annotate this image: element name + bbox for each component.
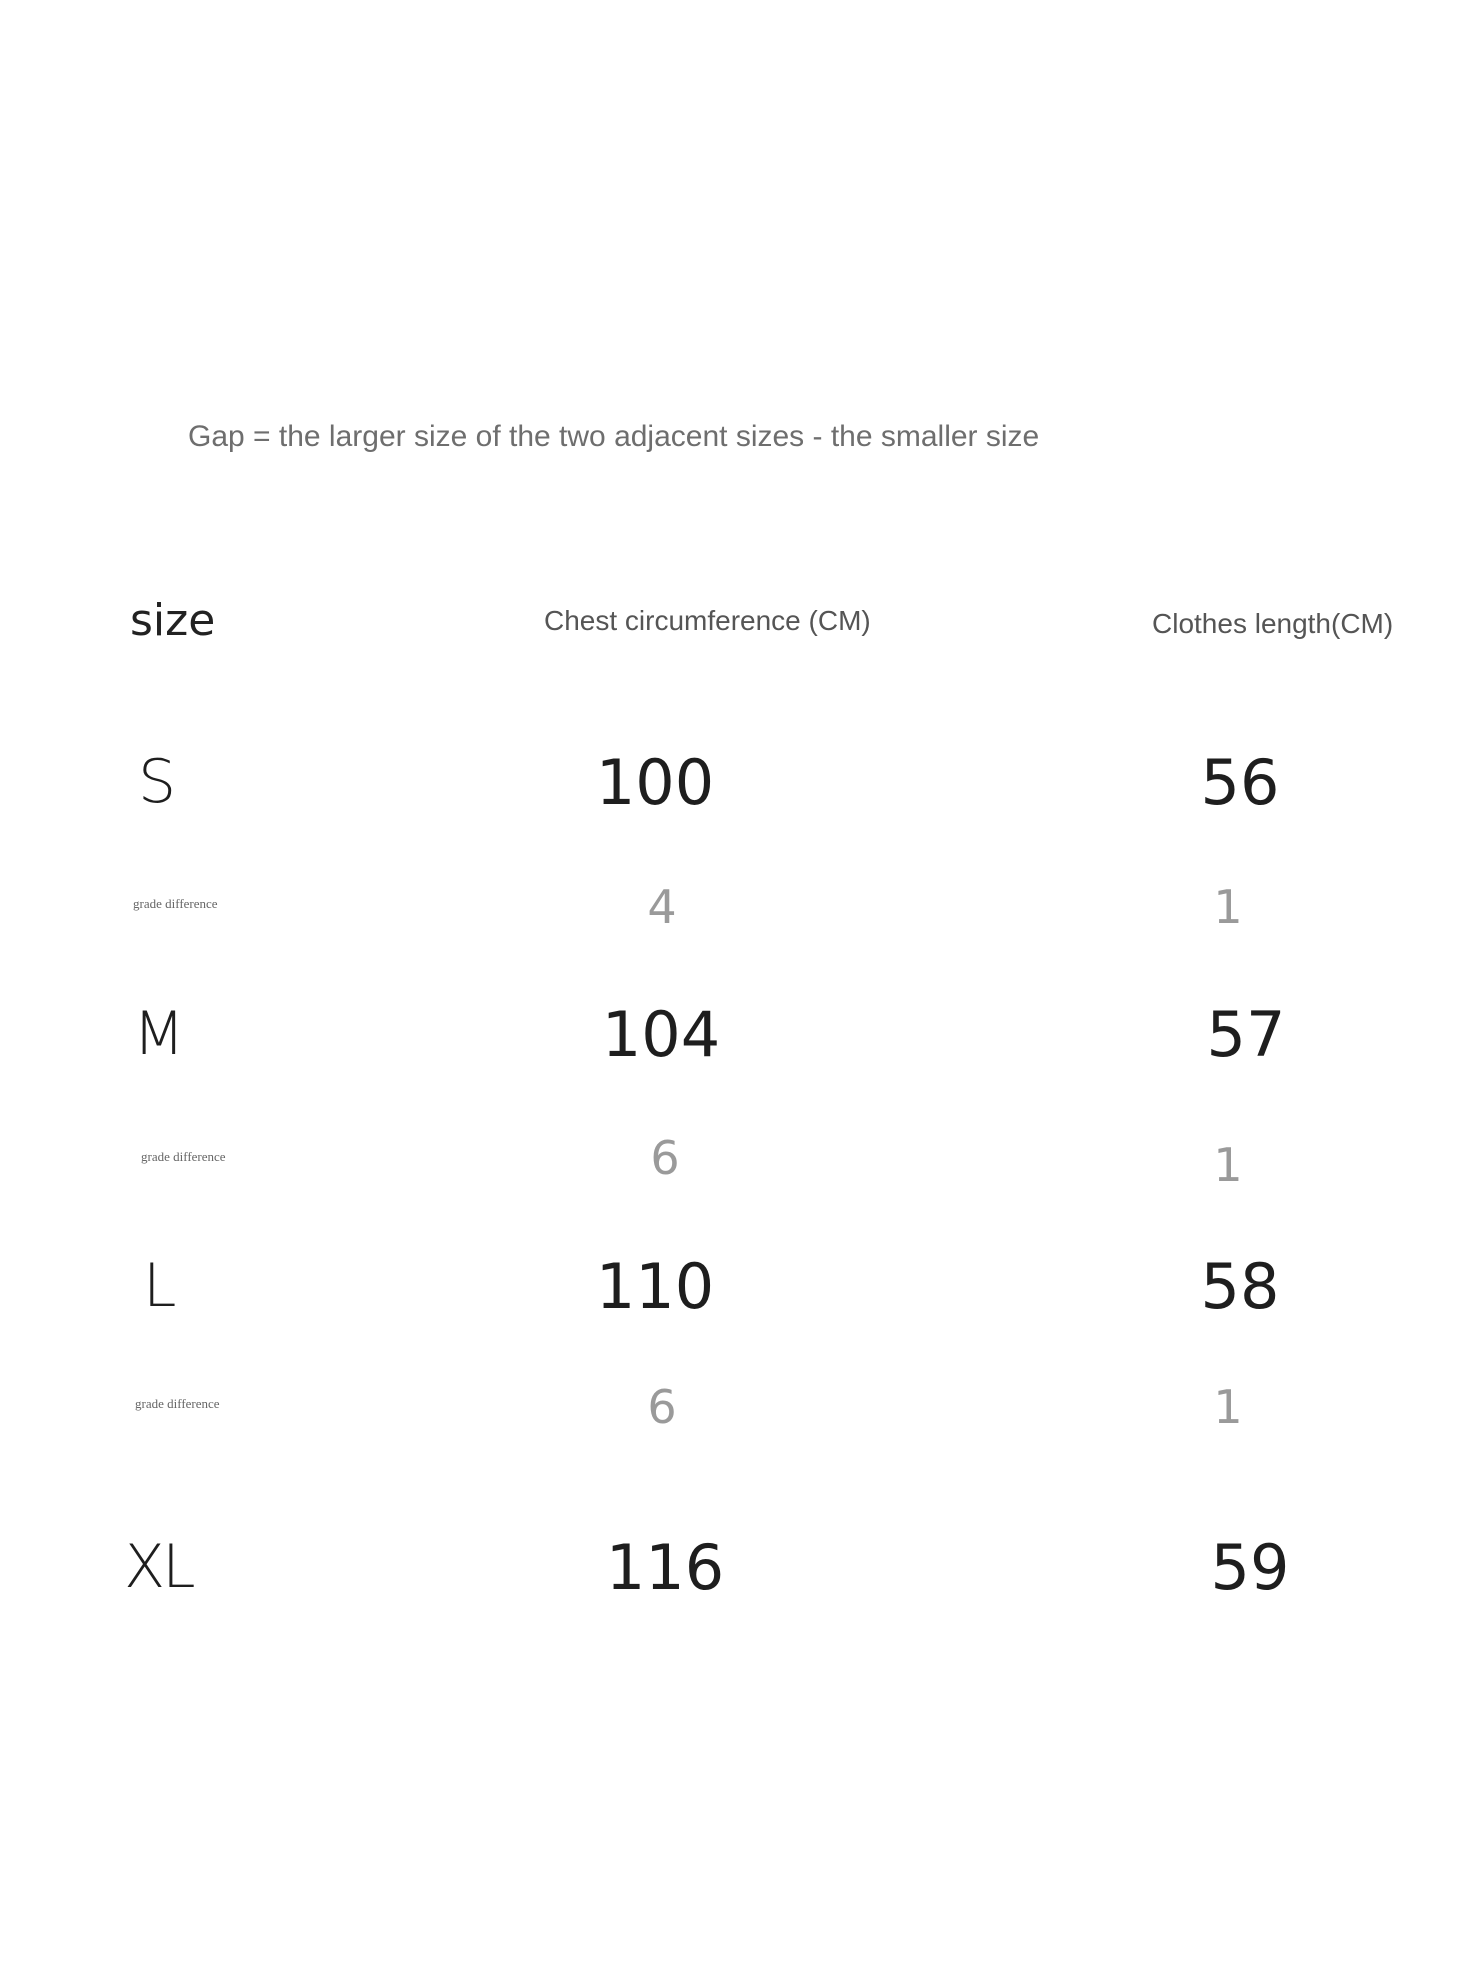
gap-note: Gap = the larger size of the two adjacent sizes - the smaller size	[188, 420, 1040, 453]
chest-value-l: 110	[595, 1250, 715, 1323]
chest-value-xl: 116	[605, 1531, 725, 1604]
grade-label-1: grade difference	[133, 896, 218, 911]
length-grade-3: 1	[1213, 1380, 1243, 1434]
chest-grade-1: 4	[647, 880, 677, 934]
grade-label-2: grade difference	[141, 1149, 226, 1164]
length-value-s: 56	[1200, 746, 1280, 819]
length-grade-1: 1	[1213, 880, 1243, 934]
header-chest: Chest circumference (CM)	[544, 605, 871, 636]
chest-grade-3: 6	[647, 1380, 677, 1434]
size-label-xl: XL	[124, 1532, 193, 1602]
length-value-m: 57	[1206, 998, 1286, 1071]
length-value-xl: 59	[1210, 1531, 1290, 1604]
length-grade-2: 1	[1213, 1138, 1243, 1192]
chest-value-s: 100	[595, 746, 715, 819]
size-label-m: M	[133, 999, 185, 1069]
chest-grade-2: 6	[650, 1131, 680, 1185]
header-length: Clothes length(CM)	[1152, 608, 1394, 639]
header-size: size	[130, 595, 216, 646]
length-value-l: 58	[1200, 1250, 1280, 1323]
grade-label-3: grade difference	[135, 1396, 220, 1411]
size-label-l: L	[143, 1251, 177, 1321]
chest-value-m: 104	[601, 998, 721, 1071]
size-label-s: S	[138, 747, 177, 817]
